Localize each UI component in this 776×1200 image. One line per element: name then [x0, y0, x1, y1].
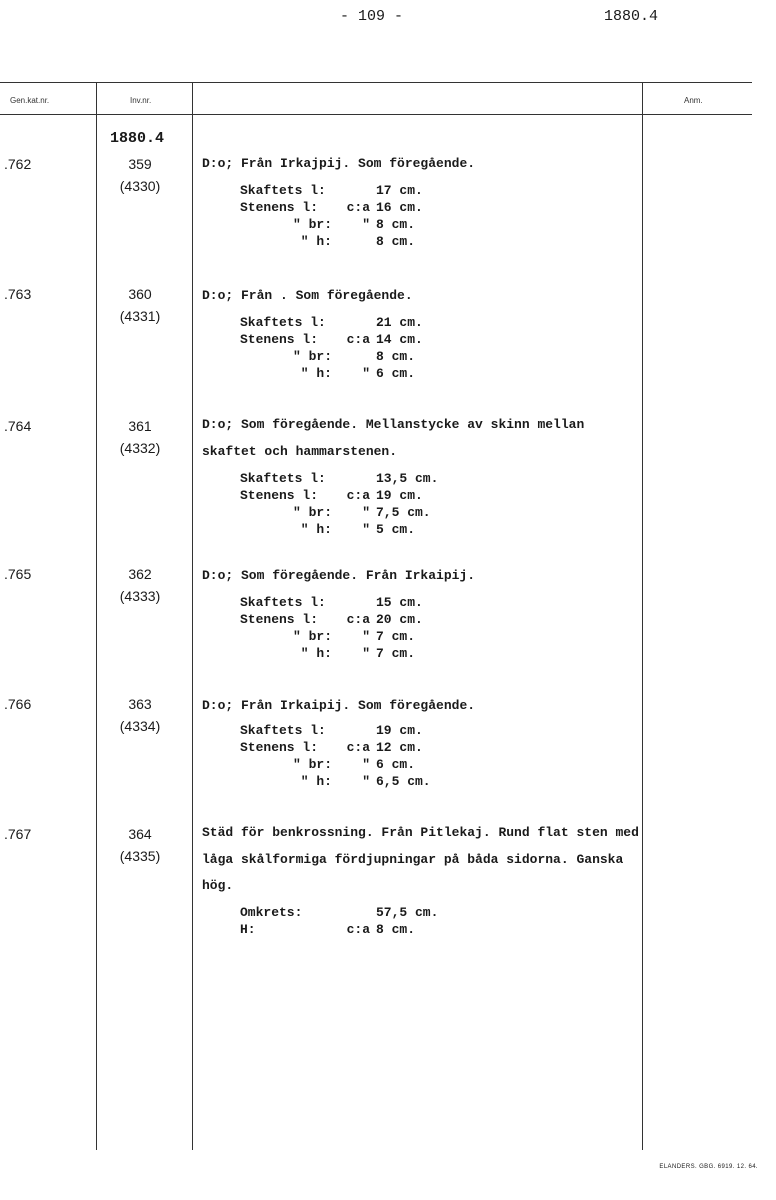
measurement-row: " h: " 6,5 cm. [300, 774, 431, 789]
measurement-row: " br: " 8 cm. [292, 217, 416, 232]
measurement-row: Stenens l: c:a 20 cm. [240, 612, 423, 627]
measurements [240, 594, 466, 662]
measurements [240, 904, 466, 938]
inv-no: 363 [128, 696, 152, 712]
measurements [240, 722, 466, 790]
printer-footer: ELANDERS. GBG. 6919. 12. 64. [659, 1164, 758, 1170]
inventory-number [100, 418, 180, 456]
inventory-number [100, 696, 180, 734]
measurement-row: Omkrets: 57,5 cm. [240, 905, 439, 920]
entry-description: Städ för benkrossning. Från Pitlekaj. Rund flat sten med låga skålformiga fördjupningar på båda sidorna. Ganska hög. [202, 825, 639, 893]
measurements [240, 182, 466, 250]
old-number: (4334) [119, 718, 161, 734]
measurement-row: " br: " 6 cm. [292, 757, 416, 772]
inventory-number [100, 566, 180, 604]
entry-description: D:o; Från Irkajpij. Som föregående. [202, 156, 476, 171]
entry-description: D:o; Från Irkaipij. Som föregående. [202, 698, 476, 713]
column-divider-3 [642, 82, 643, 1150]
inv-no: 364 [128, 826, 152, 842]
measurement-row: " h: " 7 cm. [300, 646, 416, 661]
catalog-number: .767 [4, 826, 32, 842]
header-bottom-rule [0, 114, 752, 115]
catalog-number: .764 [4, 418, 32, 434]
measurement-row: H: c:a 8 cm. [240, 922, 416, 937]
measurement-row: Skaftets l: 15 cm. [240, 595, 423, 610]
measurement-row: " h: " 5 cm. [300, 522, 416, 537]
measurement-row: Stenens l: c:a 16 cm. [240, 200, 423, 215]
old-number: (4332) [119, 440, 161, 456]
measurement-row: " h: " 6 cm. [300, 366, 416, 381]
inv-no: 359 [128, 156, 152, 172]
measurement-row: " br: " 7,5 cm. [292, 505, 431, 520]
column-divider-1 [96, 82, 97, 1150]
entry-description: D:o; Som föregående. Mellanstycke av skinn mellan skaftet och hammarstenen. [202, 417, 585, 459]
inv-no: 362 [128, 566, 152, 582]
accession-year: 1880.4 [110, 130, 165, 147]
measurement-row: Skaftets l: 21 cm. [240, 315, 423, 330]
measurement-row: " br: 8 cm. [292, 349, 416, 364]
inventory-number [100, 286, 180, 324]
page-number: - 109 - [340, 8, 404, 25]
catalog-number: .762 [4, 156, 32, 172]
inventory-number [100, 826, 180, 864]
catalog-number: .763 [4, 286, 32, 302]
inventory-number [100, 156, 180, 194]
old-number: (4331) [119, 308, 161, 324]
entry-description: D:o; Som föregående. Från Irkaipij. [202, 568, 476, 583]
top-reference: 1880.4 [604, 8, 659, 25]
old-number: (4330) [119, 178, 161, 194]
inv-no: 361 [128, 418, 152, 434]
measurements [240, 470, 466, 538]
measurement-row: " h: 8 cm. [300, 234, 416, 249]
measurement-row: Stenens l: c:a 12 cm. [240, 740, 423, 755]
measurement-row: Stenens l: c:a 19 cm. [240, 488, 423, 503]
old-number: (4333) [119, 588, 161, 604]
remarks-column-header: Anm. [684, 96, 703, 105]
catalog-number: .765 [4, 566, 32, 582]
inv-no: 360 [128, 286, 152, 302]
catalog-column-header: Gen.kat.nr. [10, 96, 50, 105]
measurements [240, 314, 466, 382]
measurement-row: Skaftets l: 13,5 cm. [240, 471, 439, 486]
entry-description: D:o; Från . Som föregående. [202, 288, 413, 303]
column-divider-2 [192, 82, 193, 1150]
measurement-row: Skaftets l: 19 cm. [240, 723, 423, 738]
old-number: (4335) [119, 848, 161, 864]
header-top-rule [0, 82, 752, 83]
measurement-row: Stenens l: c:a 14 cm. [240, 332, 423, 347]
measurement-row: " br: " 7 cm. [292, 629, 416, 644]
catalog-number: .766 [4, 696, 32, 712]
inventory-column-header: Inv.nr. [130, 96, 152, 105]
measurement-row: Skaftets l: 17 cm. [240, 183, 423, 198]
